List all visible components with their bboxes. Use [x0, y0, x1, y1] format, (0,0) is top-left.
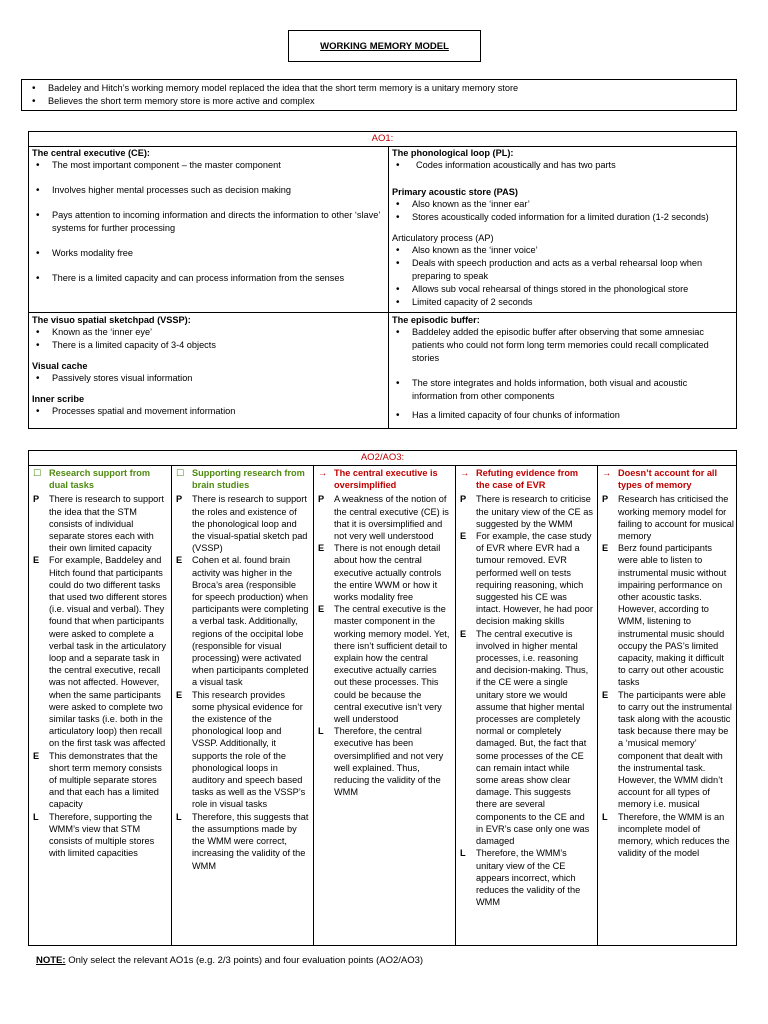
vssp-title: The visuo spatial sketchpad (VSSP): — [32, 315, 191, 325]
ao2-column — [171, 465, 313, 945]
pl-title: The phonological loop (PL): — [392, 148, 514, 158]
ao2-point — [602, 689, 734, 811]
ao2-point — [33, 750, 167, 811]
ao2-point — [460, 493, 593, 530]
ao2-column — [313, 465, 455, 945]
ao2-point-letter: L — [176, 811, 182, 822]
ao2-point-letter: E — [602, 689, 609, 700]
ao2-point-text: The central executive is involved in higher mental processes, i.e. reasoning and decision-making. Thus, if the CE were a single unitary store we would assume that higher mental processes are completely normal or completely damaged. But, the fact that some processes of the CE can remain intact while some areas show clear damage. This suggests there are several components to the CE and in EVR’s case only one was damaged — [476, 628, 590, 847]
ao2-point — [460, 847, 593, 908]
ao2-point-text: This demonstrates that the short term memory consists of multiple separate stores and that each has a limited capacity — [49, 750, 162, 810]
ao2-point-text: Therefore, the WMM is an incomplete model of memory, which reduces the validity of the model — [618, 811, 730, 859]
ap-item: • Also known as the ‘inner voice’ — [392, 244, 733, 257]
ao2-column-title — [318, 467, 451, 491]
ao2-point-text: Therefore, this suggests that the assumptions made by the WMM were correct, increasing the validity of the WMM — [192, 811, 309, 871]
ao2-point — [176, 689, 309, 811]
visual-cache-title: Visual cache — [32, 361, 88, 371]
ao2-point-text: There is not enough detail about how the central executive actually controls the entire WWM or how it works modality free — [334, 543, 442, 603]
ao2-column-title — [176, 467, 309, 491]
ce-item: • Involves higher mental processes such as decision making — [32, 184, 385, 197]
ao2-point-letter: P — [602, 494, 609, 505]
inner-scribe-item: • Processes spatial and movement information — [32, 405, 385, 418]
intro-item: • Badeley and Hitch’s working memory model replaced the idea that the short term memory is a unitary memory store — [28, 82, 730, 95]
ce-item: • The most important component – the master component — [32, 159, 385, 172]
ao2-point-letter: E — [33, 555, 40, 566]
ao1-heading: AO1: — [29, 132, 736, 147]
ce-title: The central executive (CE): — [32, 148, 150, 158]
ao2-point — [318, 542, 451, 603]
pas-item: • Also known as the ‘inner ear’ — [392, 198, 733, 211]
ce-item: • Pays attention to incoming information and directs the information to other ‘slave’ systems for further processing — [32, 209, 385, 235]
ao2-point-letter: E — [602, 543, 609, 554]
ao2-point — [176, 811, 309, 872]
ao2-column-title-text: The central executive is oversimplified — [334, 468, 438, 491]
note-text: Only select the relevant AO1s (e.g. 2/3 points) and four evaluation points (AO2/AO3) — [65, 955, 424, 966]
ao2-point-letter: P — [460, 494, 467, 505]
ap-title: Articulatory process (AP) — [392, 233, 494, 243]
ao2-point — [318, 603, 451, 725]
ap-item: • Deals with speech production and acts as a verbal rehearsal loop when preparing to speak — [392, 257, 733, 283]
arrow-right-icon: → — [460, 468, 470, 478]
ao2-heading: AO2/AO3: — [29, 451, 736, 466]
ao2-point — [460, 530, 593, 628]
ao2-column-title-text: Refuting evidence from the case of EVR — [476, 468, 579, 491]
ao2-point — [602, 542, 734, 688]
ao2-point-text: Berz found participants were able to listen to instrumental music without impairing performance on other acoustic tasks. However, according to WMM, listening to instrumental music should occupy the PAS’s limited capacity, making it difficult to carry out other acoustic tasks — [618, 543, 727, 688]
ao2-point-text: Research has criticised the working memory model for failing to account for musical memory — [618, 494, 734, 542]
ao2-point-text: The central executive is the master component in the working memory model. Yet, there isn’t sufficient detail to explain how the central executive actually carries out these processes. This could be because the central executive isn’t very well understood — [334, 604, 450, 725]
ao2-point-letter: L — [33, 811, 39, 822]
ao2-point-letter: L — [460, 848, 466, 859]
ao2-point-letter: P — [33, 494, 40, 505]
ao2-column-title — [460, 467, 593, 491]
ao2-column-title — [602, 467, 734, 491]
ao2-point-text: For example, the case study of EVR where EVR had a tumour removed. EVR performed well on tests requiring reasoning, which suggested his CE was intact. However, he had poor decision making skills — [476, 531, 593, 627]
ao2-point-text: Cohen et al. found brain activity was higher in the Broca’s area (responsible for speech production) when participants were completing a verbal task. Additionally, regions of the occipital lobe (responsible for visual processing) were activated when participants completed a visual task — [192, 555, 309, 688]
ao2-column — [597, 465, 738, 945]
ao2-column-title — [33, 467, 167, 491]
ao2-point — [602, 811, 734, 860]
ao2-point — [33, 811, 167, 860]
note — [36, 955, 423, 966]
intro-item: • Believes the short term memory store is more active and complex — [28, 95, 730, 108]
ce-item: • There is a limited capacity and can process information from the senses — [32, 272, 385, 285]
ao2-point-letter: P — [318, 494, 325, 505]
ao2-point-text: There is research to criticise the unitary view of the CE as suggested by the WMM — [476, 494, 593, 529]
pl-item: • Codes information acoustically and has two parts — [392, 159, 733, 172]
ao2-column-title-text: Supporting research from brain studies — [192, 468, 305, 491]
ao2-point-letter: E — [176, 689, 183, 700]
ao2-point-text: Therefore, supporting the WMM’s view that STM consists of multiple stores with limited capacities — [49, 811, 155, 859]
vssp-item: • Known as the ‘inner eye’ — [32, 326, 385, 339]
ao2-point-letter: P — [176, 494, 183, 505]
eb-cell — [389, 313, 736, 429]
arrow-right-icon: → — [318, 468, 328, 478]
ao2-point-letter: L — [318, 726, 324, 737]
ao2-point — [318, 725, 451, 798]
ao2-point-letter: E — [318, 604, 325, 615]
ao2-column-title-text: Doesn’t account for all types of memory — [618, 468, 718, 491]
page-title: WORKING MEMORY MODEL — [288, 30, 481, 62]
ao2-point-letter: E — [176, 555, 183, 566]
ao2-point-text: There is research to support the idea that the STM consists of individual separate stores each with their own limited capacity — [49, 494, 164, 554]
pas-item: • Stores acoustically coded information for a limited duration (1-2 seconds) — [392, 211, 733, 224]
ao2-point-text: This research provides some physical evidence for the existence of the phonological loop and VSSP. Additionally, it supports the role of the phonological loops in auditory and speech based tasks as well as the VSSP’s role in visual tasks — [192, 689, 306, 810]
ao2-point-letter: E — [33, 750, 40, 761]
ao2-column — [455, 465, 597, 945]
eb-item: • Has a limited capacity of four chunks of information — [392, 409, 733, 422]
ao2-point — [176, 554, 309, 688]
ao2-point — [33, 554, 167, 749]
eb-item: • Baddeley added the episodic buffer after observing that some amnesiac patients who could not form long term memories could recall complicated stories — [392, 326, 733, 365]
eb-item: • The store integrates and holds information, both visual and acoustic information from other components — [392, 377, 733, 403]
ao2-point — [33, 493, 167, 554]
ao2-point — [318, 493, 451, 542]
ao2-point — [176, 493, 309, 554]
arrow-right-icon: → — [602, 468, 612, 478]
eb-title: The episodic buffer: — [392, 315, 480, 325]
intro-box — [21, 79, 737, 111]
ap-item: • Allows sub vocal rehearsal of things stored in the phonological store — [392, 283, 733, 296]
checkbox-icon: ☐ — [176, 468, 185, 478]
note-label: NOTE: — [36, 955, 66, 966]
ce-item: • Works modality free — [32, 247, 385, 260]
visual-cache-item: • Passively stores visual information — [32, 372, 385, 385]
ao2-point — [602, 493, 734, 542]
ao2-column-title-text: Research support from dual tasks — [49, 468, 151, 491]
ao2-point-letter: E — [460, 531, 467, 542]
pas-title: Primary acoustic store (PAS) — [392, 187, 518, 197]
ce-cell — [29, 146, 388, 312]
ao2-point-letter: E — [460, 628, 467, 639]
pl-cell — [389, 146, 736, 312]
ao2-point-text: A weakness of the notion of the central executive (CE) is that it is oversimplified and not very well understood — [334, 494, 449, 542]
ao2-point-text: Therefore, the WMM’s unitary view of the CE appears incorrect, which reduces the validity of the WMM — [476, 848, 581, 908]
vssp-cell — [29, 313, 388, 429]
ao2-table — [28, 450, 737, 946]
inner-scribe-title: Inner scribe — [32, 394, 85, 404]
ao2-point-letter: E — [318, 543, 325, 554]
ao2-column — [29, 465, 171, 945]
ao1-table — [28, 131, 737, 429]
ao2-point-text: There is research to support the roles and existence of the phonological loop and the visual-spatial sketch pad (VSSP) — [192, 494, 308, 554]
vssp-item: • There is a limited capacity of 3-4 objects — [32, 339, 385, 352]
ao2-point-letter: L — [602, 811, 608, 822]
ao2-point-text: Therefore, the central executive has been oversimplified and not very well explained. Thus, reducing the validity of the WMM — [334, 726, 444, 798]
ao2-point-text: The participants were able to carry out the instrumental task along with the acoustic task because there may be a ‘musical memory’ component that dealt with the instrumental task. However, the WMM didn’t account for all types of memory i.e. musical — [618, 689, 732, 810]
checkbox-icon: ☐ — [33, 468, 42, 478]
ao2-point-text: For example, Baddeley and Hitch found that participants could do two different tasks that used two different stores (i.e. visual and verbal). They found that when participants were asked to complete a verbal task in the articulatory loop and a separate task in the central executive, recall was not affected. However, when the same participants were asked to complete two similar tasks (i.e. both in the articulatory loop) then recall on the first task was affected — [49, 555, 167, 749]
ao2-point — [460, 628, 593, 848]
ap-item: • Limited capacity of 2 seconds — [392, 296, 733, 309]
